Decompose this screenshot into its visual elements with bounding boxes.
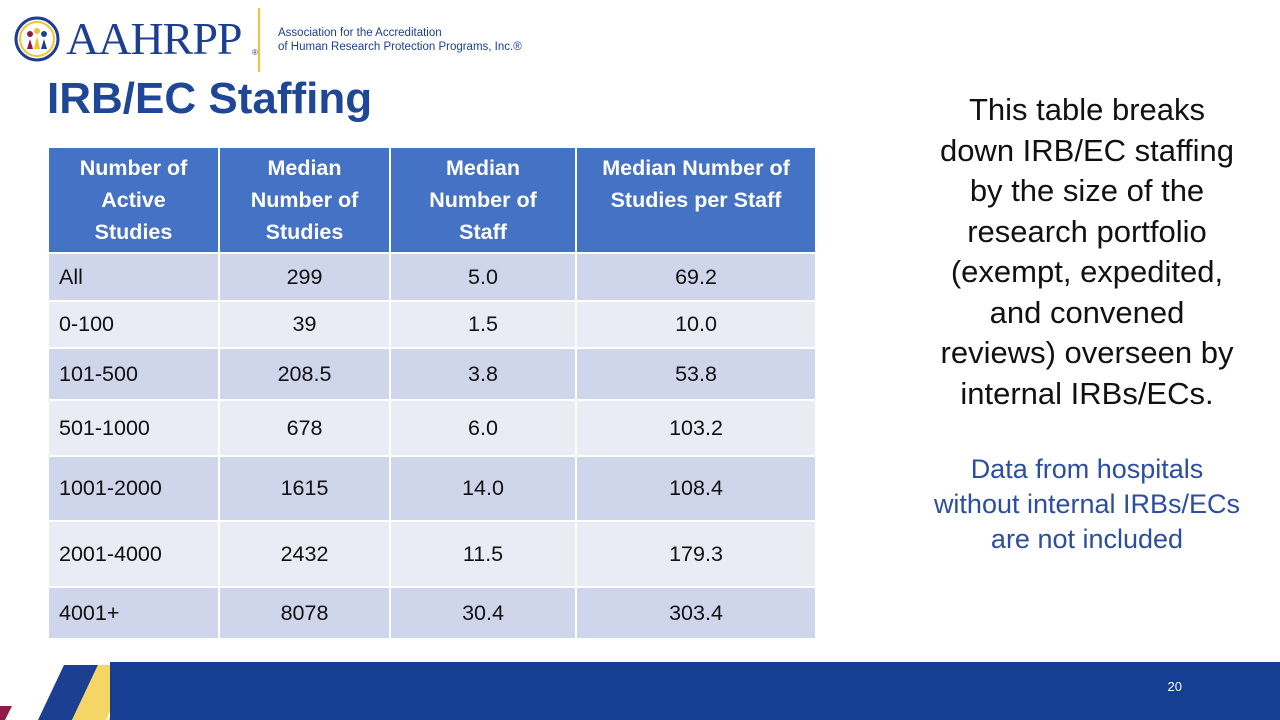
aahrpp-logo: [14, 14, 264, 66]
header-median-staff: [390, 147, 576, 253]
active-studies-cell: All: [48, 253, 219, 301]
description-line: (exempt, expedited,: [950, 254, 1224, 289]
header-active-studies: [48, 147, 219, 253]
active-studies-cell: 501-1000: [48, 400, 219, 456]
logo-registered-mark: ®: [252, 48, 258, 57]
median-studies-cell: 8078: [219, 587, 390, 639]
studies-per-staff-cell: 10.0: [576, 301, 816, 348]
logo-wordmark: AAHRPP: [66, 13, 242, 64]
median-staff-cell: 5.0: [390, 253, 576, 301]
header-line: Number of: [79, 156, 188, 180]
description-line: and convened: [989, 294, 1185, 330]
table-row: [48, 521, 816, 587]
header-line: Studies: [94, 220, 173, 244]
page-number: 20: [1167, 679, 1182, 694]
studies-per-staff-cell: 179.3: [576, 521, 816, 587]
description-line: by the size of the: [969, 173, 1205, 208]
table-row: [48, 348, 816, 400]
median-studies-cell: 1615: [219, 456, 390, 521]
active-studies-cell: 101-500: [48, 348, 219, 400]
organization-name: [278, 26, 558, 54]
table-row: [48, 253, 816, 301]
active-studies-cell: 1001-2000: [48, 456, 219, 521]
studies-per-staff-cell: 108.4: [576, 456, 816, 521]
median-staff-cell: 6.0: [390, 400, 576, 456]
note-line: are not included: [990, 524, 1184, 554]
table-row: [48, 587, 816, 639]
slide-title: IRB/EC Staffing: [47, 74, 373, 123]
median-studies-cell: 208.5: [219, 348, 390, 400]
studies-per-staff-cell: 303.4: [576, 587, 816, 639]
median-staff-cell: 11.5: [390, 521, 576, 587]
median-staff-cell: 3.8: [390, 348, 576, 400]
studies-per-staff-cell: 103.2: [576, 400, 816, 456]
logo-emblem-icon: [14, 16, 60, 62]
median-studies-cell: 39: [219, 301, 390, 348]
description-line: research portfolio: [967, 213, 1207, 249]
footer-bar: [110, 662, 1280, 720]
description-line: reviews) overseen by: [940, 335, 1234, 370]
footer-band: [0, 662, 1280, 720]
staffing-table: [47, 146, 817, 640]
header-line: Number of: [250, 188, 359, 212]
header-median-studies: [219, 147, 390, 253]
table-row: [48, 456, 816, 521]
median-staff-cell: 30.4: [390, 587, 576, 639]
header-line: Studies per Staff: [610, 188, 782, 212]
header-line: Number of: [429, 188, 537, 212]
table-row: [48, 301, 816, 348]
median-studies-cell: 678: [219, 400, 390, 456]
organization-name-line-2: of Human Research Protection Programs, Inc.®: [278, 41, 522, 53]
exclusion-note: [912, 452, 1262, 557]
median-studies-cell: 2432: [219, 521, 390, 587]
organization-name-line-1: Association for the Accreditation: [278, 27, 442, 39]
description-line: down IRB/EC staffing: [939, 132, 1235, 168]
active-studies-cell: 4001+: [48, 587, 219, 639]
studies-per-staff-cell: 69.2: [576, 253, 816, 301]
header-line: Median: [267, 156, 342, 180]
description-line: This table breaks: [968, 92, 1206, 127]
median-staff-cell: 1.5: [390, 301, 576, 348]
header-line: Staff: [459, 220, 507, 244]
header-line: Median Number of: [602, 156, 790, 180]
note-line: Data from hospitals: [970, 454, 1204, 484]
median-staff-cell: 14.0: [390, 456, 576, 521]
median-studies-cell: 299: [219, 253, 390, 301]
studies-per-staff-cell: 53.8: [576, 348, 816, 400]
table-header-row: [48, 147, 816, 253]
description-text: [912, 90, 1262, 414]
header-line: Median: [445, 156, 521, 180]
note-line: without internal IRBs/ECs: [933, 489, 1241, 519]
header-studies-per-staff: [576, 147, 816, 253]
header-line: Active: [101, 188, 166, 212]
header-line: Studies: [265, 220, 344, 244]
table-row: [48, 400, 816, 456]
active-studies-cell: 2001-4000: [48, 521, 219, 587]
logo-divider: [258, 8, 260, 72]
description-line: internal IRBs/ECs.: [960, 375, 1214, 411]
active-studies-cell: 0-100: [48, 301, 219, 348]
